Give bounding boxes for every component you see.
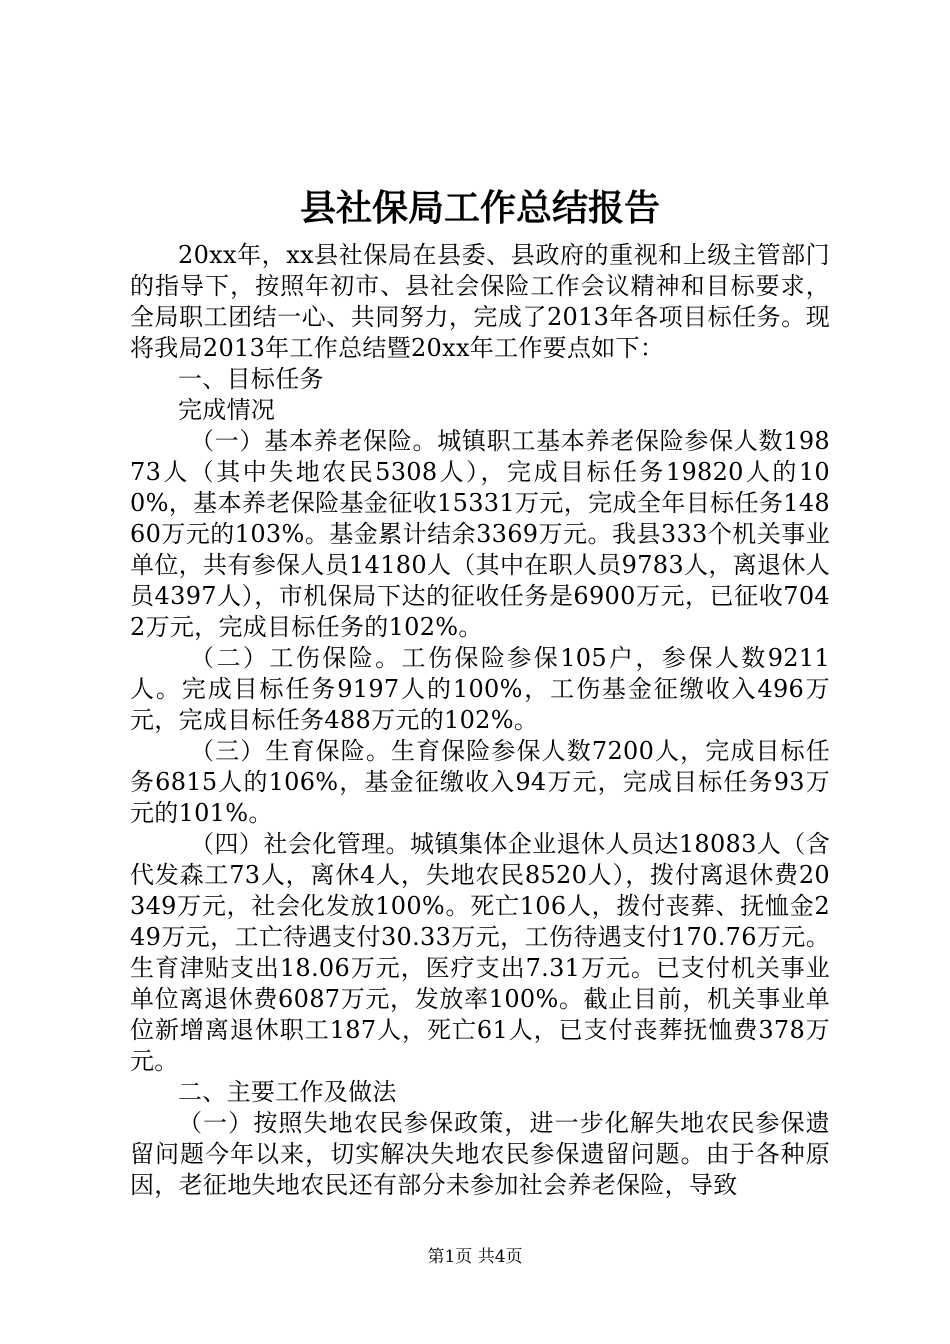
subheading-completion: 完成情况 — [178, 396, 276, 424]
paragraph-landless-farmers: （一）按照失地农民参保政策，进一步化解失地农民参保遗留问题今年以来，切实解决失地农民参保遗留问题。由于各种原因，老征地失地农民还有部分未参加社会养老保险，导致 — [130, 1109, 830, 1199]
document-title: 县社保局工作总结报告 — [299, 187, 660, 229]
paragraph-maternity: （三）生育保险。生育保险参保人数7200人，完成目标任务6815人的106%，基金征缴收入94万元，完成目标任务93万元的101%。 — [130, 737, 830, 827]
paragraph-pension: （一）基本养老保险。城镇职工基本养老保险参保人数19873人（其中失地农民5308人），完成目标任务19820人的100%，基本养老保险基金征收15331万元，完成全年目标任务14860万元的103%。基金累计结余3369万元。我县333个机关事业单位，共有参保人员14180人（其中在职人员9783人，离退休人员4397人），市机保局下达的征收任务是6900万元，已征收7042万元，完成目标任务的102%。 — [130, 427, 830, 641]
section-heading-1: 一、目标任务 — [178, 365, 324, 393]
paragraph-injury: （二）工伤保险。工伤保险参保105户，参保人数9211人。完成目标任务9197人的100%，工伤基金征缴收入496万元，完成目标任务488万元的102%。 — [130, 644, 830, 734]
document-page — [130, 180, 830, 1201]
section-heading-2: 二、主要工作及做法 — [178, 1078, 397, 1106]
paragraph-management: （四）社会化管理。城镇集体企业退休人员达18083人（含代发森工73人，离休4人，失地农民8520人），拨付离退休费20349万元，社会化发放100%。死亡106人，拨付丧葬、抚恤金249万元，工亡待遇支付30.33万元，工伤待遇支付170.76万元。生育津贴支出18.06万元，医疗支出7.31万元。已支付机关事业单位离退休费6087万元，发放率100%。截止目前，机关事业单位新增离退休职工187人，死亡61人，已支付丧葬抚恤费378万元。 — [130, 830, 830, 1075]
paragraph-intro: 20xx年，xx县社保局在县委、县政府的重视和上级主管部门的指导下，按照年初市、县社会保险工作会议精神和目标要求，全局职工团结一心、共同努力，完成了2013年各项目标任务。现将我局2013年工作总结暨20xx年工作要点如下： — [130, 241, 830, 362]
page-footer: 第1页 共4页 — [427, 1247, 523, 1267]
